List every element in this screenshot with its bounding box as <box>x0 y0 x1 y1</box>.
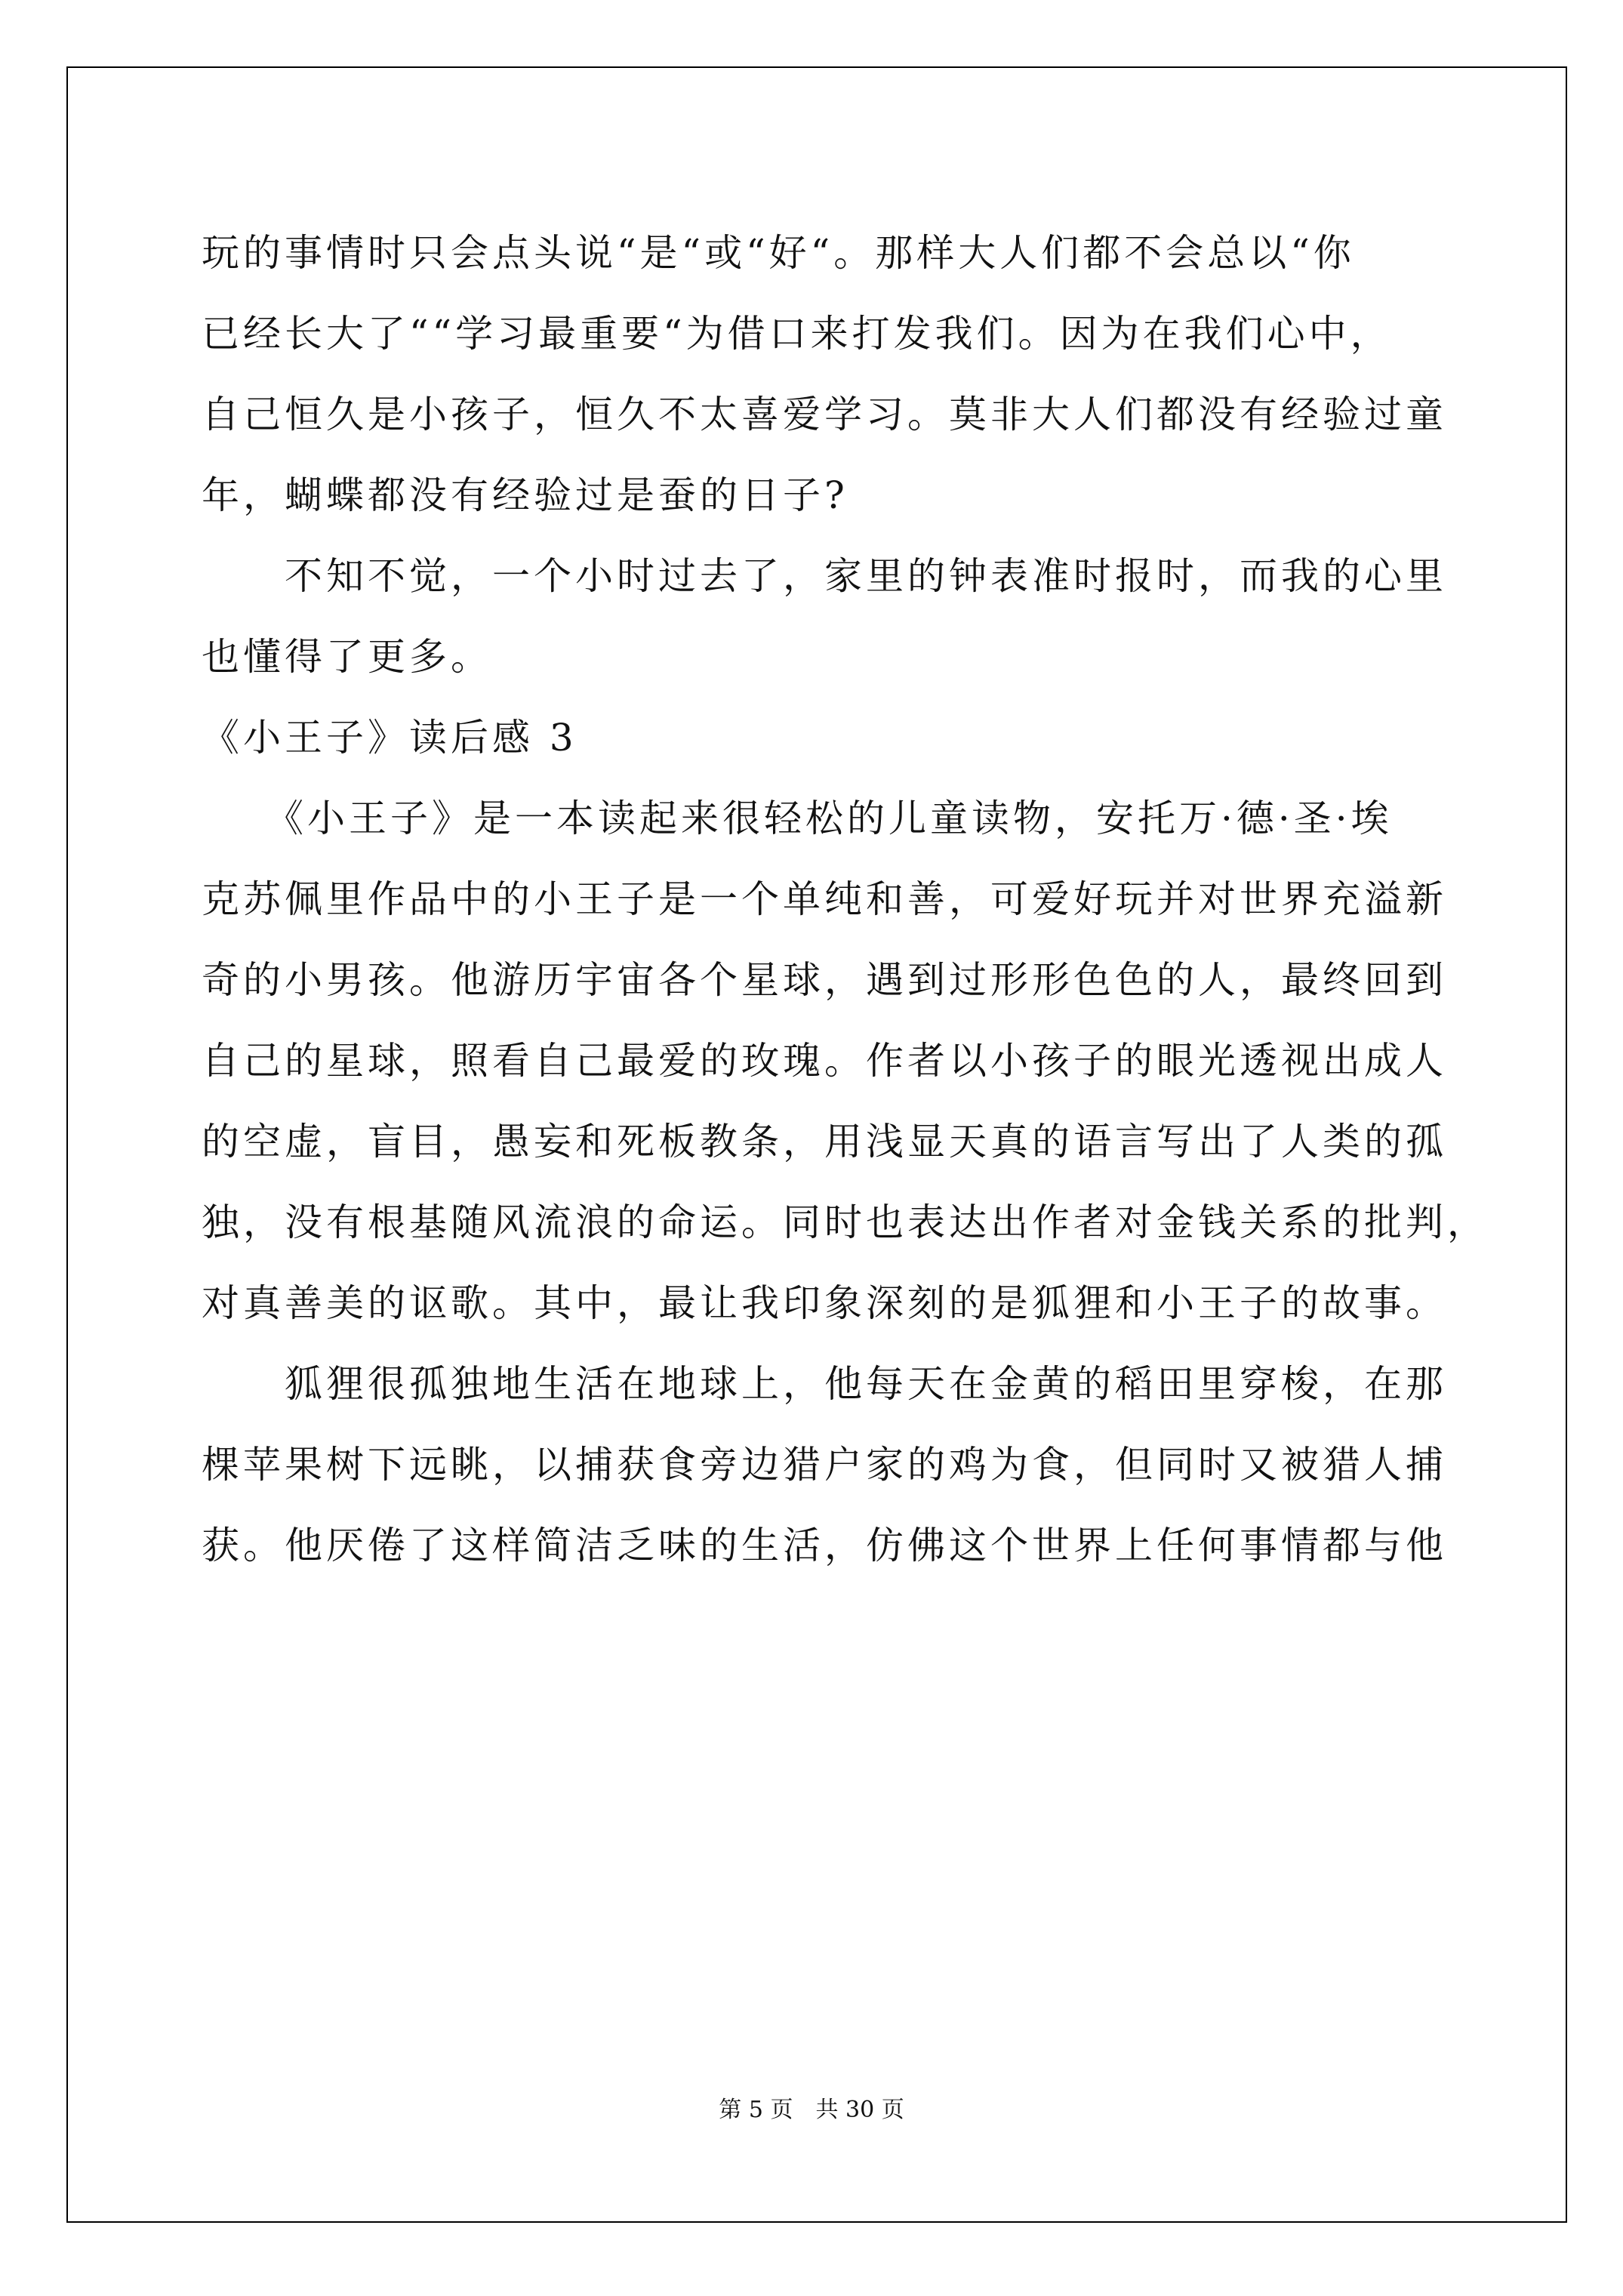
text-line: 自己的星球，照看自己最爱的玫瑰。作者以小孩子的眼光透视出成人 <box>202 1039 1447 1083</box>
text-line: 不知不觉，一个小时过去了，家里的钟表准时报时，而我的心里 <box>202 554 1447 598</box>
text-line: 棵苹果树下远眺，以捕获食旁边猎户家的鸡为食，但同时又被猎人捕 <box>202 1443 1447 1487</box>
text-line: 获。他厌倦了这样简洁乏味的生活，仿佛这个世界上任何事情都与他 <box>202 1524 1447 1567</box>
section-heading: 《小王子》读后感 3 <box>202 716 577 760</box>
text-line: 年，蝴蝶都没有经验过是蚕的日子? <box>202 473 848 517</box>
text-line: 也懂得了更多。 <box>202 635 492 679</box>
page-number: 第 5 页 共 30 页 <box>719 2097 904 2123</box>
text-line: 的空虚，盲目，愚妄和死板教条，用浅显天真的语言写出了人类的孤 <box>202 1120 1447 1163</box>
text-line: 克苏佩里作品中的小王子是一个单纯和善，可爱好玩并对世界充溢新 <box>202 877 1447 921</box>
text-line: 对真善美的讴歌。其中，最让我印象深刻的是狐狸和小王子的故事。 <box>202 1281 1447 1325</box>
text-line: 自己恒久是小孩子，恒久不太喜爱学习。莫非大人们都没有经验过童 <box>202 393 1447 436</box>
text-line: 《小王子》是一本读起来很轻松的儿童读物，安托万·德·圣·埃 <box>202 797 1393 840</box>
text-line: 已经长大了““学习最重要“为借口来打发我们。因为在我们心中， <box>202 312 1392 356</box>
text-line: 奇的小男孩。他游历宇宙各个星球，遇到过形形色色的人，最终回到 <box>202 958 1447 1002</box>
text-line: 狐狸很孤独地生活在地球上，他每天在金黄的稻田里穿梭，在那 <box>202 1362 1447 1406</box>
text-line: 玩的事情时只会点头说“是“或“好“。那样大人们都不会总以“你 <box>202 231 1355 275</box>
text-line: 独，没有根基随风流浪的命运。同时也表达出作者对金钱关系的批判， <box>202 1200 1489 1244</box>
document-body <box>202 213 1489 1586</box>
